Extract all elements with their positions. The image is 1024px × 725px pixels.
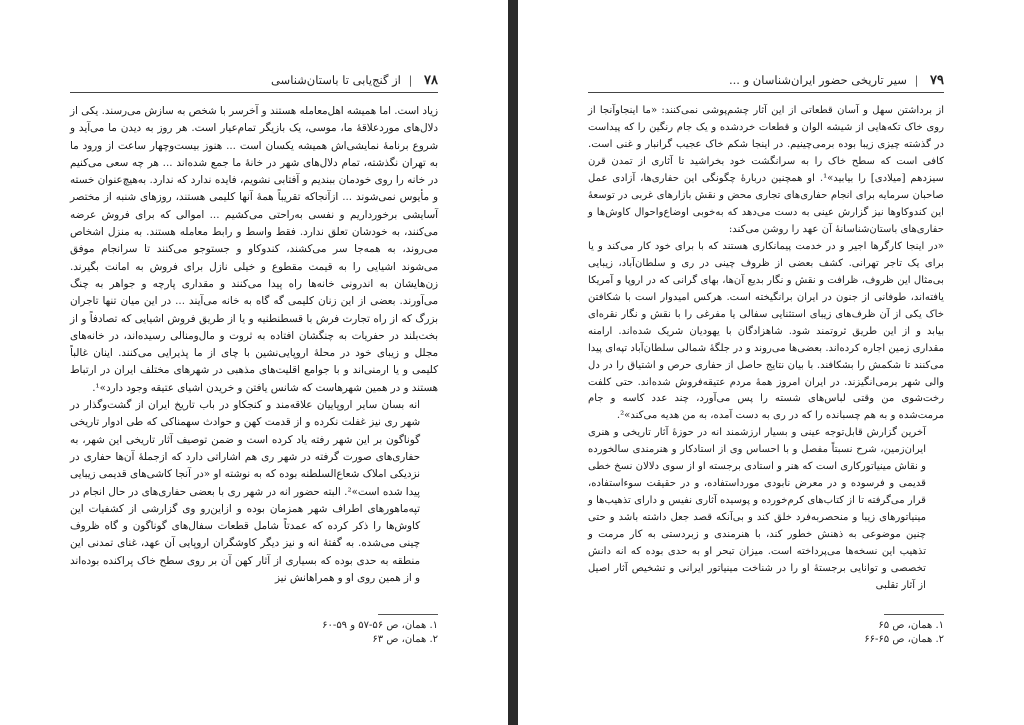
running-head-title: سیر تاریخی حضور ایران‌شناسان و ... bbox=[728, 73, 907, 87]
paragraph: از برداشتن سهل و آسان قطعاتی از این آثار چشم‌پوشی نمی‌کنند: «ما اینجاوآنجا از روی خاک تکه‌هایی از شیشه الوان و قطعات خردشده و یک جام رنگین را که پیداست در گذشته چیزی زیبا بوده برمی‌چینیم. در اینجا شکم خاک عجیب گرانبار و غنی است. کافی است که سطح خاک را به سرانگشت خود بخراشید تا آثاری از تمدن قرن سیزدهم [میلادی] را بیابید»¹. او همچنین دربارهٔ چگونگی این حفاری‌ها، آزادی عمل صاحبان سرمایه برای انجام حفاری‌های تجاری محض و نقش بازارهای غربی در توسعهٔ این کندوکاوها نیز گزارش عینی به دست می‌دهد که به‌خوبی اوضاع‌واحوال کاوش‌ها و حفاری‌های باستان‌شناسانهٔ آن عهد را روشن می‌کند: bbox=[588, 105, 945, 235]
book-gutter bbox=[508, 0, 518, 725]
running-header bbox=[588, 70, 944, 90]
paragraph: انه بسان سایر اروپاییان علاقه‌مند و کنجکاو در باب تاریخ ایران از گشت‌وگذار در شهر ری نیز غفلت نکرده و از قدمت کهن و حوادث سهمناکی که طی ادوار تاریخی گوناگون بر این شهر رفته یاد کرده است و ضمن توصیف آثار تاریخی این شهر، به حفاری‌های صورت گرفته در شهر ری هم اشاراتی دارد که ازجملهٔ آن‌ها حفاری در نزدیکی املاک شعاع‌السلطنه بوده که به نوشته او «در آنجا کاشی‌های قدیمی زیبایی پیدا شده است»². البته حضور انه در شهر ری با بعضی حفاری‌های در حال انجام در تپه‌ماهورهای اطراف شهر همزمان بوده و ازاین‌رو وی گزارشی از کشفیات این کاوش‌ها را ذکر کرده که عمدتاً شامل قطعات سفال‌های گوناگون و گاه ظروف چینی می‌شده. به گفتهٔ انه و نیز دیگر کاوشگران اروپایی آن عهد، غنای تمدنی این منطقه به حدی بوده که بسیاری از آثار کهن آن بر روی سطح خاک پراکنده بوده‌اند و از همین روی او و همراهانش نیز bbox=[70, 399, 420, 585]
running-head-title: از گنج‌یابی تا باستان‌شناسی bbox=[270, 73, 401, 87]
running-header bbox=[70, 70, 438, 90]
paragraph: زیاد است. اما همیشه اهل‌معامله هستند و آخرسر با شخص به سازش می‌رسند. یکی از دلال‌های موردعلاقهٔ ما، موسی، یک بازیگر تمام‌عیار است. هر روز به دیدن ما می‌آید و شروع برنامهٔ نمایشی‌اش همیشه یکسان است ... هنوز بیست‌وچهار ساعت از ورود ما به تهران نگذشته، تمام دلال‌های شهر در خانهٔ ما جمع شده‌اند ... هر چه سعی می‌کنیم در خانه را روی خودمان ببندیم و آفتابی نشویم، فایده ندارد که ندارد. به‌هیچ‌عنوان خسته و مأیوس نمی‌شوند ... ازآنجاکه تقریباً همهٔ آنها کلیمی هستند، روزهای شنبه از مختصر آسایشی برخورداریم و نفسی به‌راحتی می‌کشیم ... اموالی که برای فروش عرضه می‌کنند، به خودشان تعلق ندارد. فقط واسط و رابط معامله هستند. به منزل اشخاص می‌روند، به همه‌جا سر می‌کشند، کندوکاو و جستوجو می‌کنند تا سرانجام موفق می‌شوند اشیایی را به قیمت مقطوع و خیلی نازل برای فروش به امانت بگیرند. زن‌هایشان به اندرونی خانه‌ها راه پیدا می‌کنند و مقداری پارچه و جواهر به چنگ می‌آورند. بعضی از این زنان کلیمی گه گاه به خانه می‌آیند ... در این میان تنها تاجران بزرگ که از راه تجارت فرش با قسطنطنیه و یا از طریق فروش اشیایی که تصادفاً و از بخت‌بلند در حفریات به چنگشان افتاده به ثروت و مال‌ومنالی رسیده‌اند، در خانه‌های مجلل و زیبای خود در محلهٔ اروپایی‌نشین با چای از ما پذیرایی می‌کنند. اینان غالباً کلیمی و یا ارمنی‌اند و با جوامع اقلیت‌های مذهبی در شهرهای مختلف ایران در ارتباط هستند و در همین شهرهاست که شانس یافتن و خریدن اشیای عتیقه وجود دارد»¹. bbox=[70, 105, 438, 394]
body-text bbox=[70, 103, 438, 587]
page-number: ۷۸ bbox=[424, 73, 438, 88]
paragraph: آخرین گزارش قابل‌توجه عینی و بسیار ارزشمند انه در حوزهٔ آثار تاریخی و هنری ایران‌زمین، شرح نسبتاً مفصل و با احساس وی از استادکار و هنرمندی سالخورده و نقاش مینیاتورکاری است که هنر و استادی برجسته او از سوی دلالان نسخ خطی قدیمی و فرسوده و در معرض نابودی مورداستفاده، و در حقیقت سوءاستفاده، قرار می‌گرفته تا از کتاب‌های کرم‌خورده و پوسیده آثاری نفیس و دارای تذهیب‌ها و مینیاتورهای زیبا و منحصربه‌فرد خلق کند و بی‌آنکه قصد جعل داشته باشد و حتی چنین موضوعی به ذهنش خطور کند، با هنرمندی و زبردستی به کار مرمت و تذهیب این نسخه‌ها می‌پرداخته است. میزان تبحر او به حدی بوده که انه دانش تخصصی و توانایی برجستهٔ او را در شناخت مینیاتور ایرانی و تشخیص آثار اصیل از آثار تقلبی bbox=[588, 427, 926, 592]
body-text bbox=[588, 103, 944, 595]
right-page bbox=[518, 0, 1024, 725]
header-rule bbox=[588, 92, 944, 93]
footnote: ۲. همان، ص ۶۵-۶۶ bbox=[864, 634, 944, 645]
header-rule bbox=[70, 92, 438, 93]
header-separator: | bbox=[408, 73, 413, 87]
footnotes bbox=[864, 619, 944, 647]
footnotes bbox=[322, 619, 438, 647]
footnote: ۱. همان، ص ۵۶-۵۷ و ۵۹-۶۰ bbox=[322, 620, 438, 631]
footnote: ۱. همان، ص ۶۵ bbox=[878, 620, 944, 631]
footnote-rule bbox=[884, 614, 944, 615]
header-separator: | bbox=[914, 73, 919, 87]
block-quote: «در اینجا کارگرها اجیر و در خدمت پیمانکاری هستند که با برای خود کار می‌کند و یا برای یک تاجر تهرانی. کشف بعضی از ظروف چینی در ری و سلطان‌آباد، زیبایی بی‌مثال این ظروف، ظرافت و نقش و نگار بدیع آن‌ها، بهای گرانی که در اروپا و آمریکا یافته‌اند، طوفانی از جنون در ایران برانگیخته است. هرکس امیدوار است با شکافتن خاک یکی از آن ظرف‌های زیبای استثنایی سفالی یا مفرغی را با نقش و نگار نقره‌ای بیابد و از این طریق ثروتمند شود. شاهزادگان با یهودیان شریک شده‌اند. ارامنه مقداری زمین اجاره کرده‌اند. بعضی‌ها می‌روند و در جلگهٔ شمالی سلطان‌آباد تپه‌ای پیدا می‌کنند تا شکمش را بشکافند. با بیان نتایج حاصل از حفاری حرص و اشتیاق را در دل والی شهر برمی‌انگیزند. در ایران امروز همهٔ مردم عتیقه‌فروش شده‌اند. حتی کلفت رخت‌شوی من وقتی لباس‌های شسته را پس می‌آورد، چند عدد کاسه و جام مرمت‌شده و به هم چسبانده را که در ری به دست آمده، به من هدیه می‌کند»². bbox=[588, 240, 944, 422]
left-page bbox=[0, 0, 508, 725]
footnote: ۲. همان، ص ۶۳ bbox=[372, 634, 438, 645]
footnote-rule bbox=[378, 614, 438, 615]
page-number: ۷۹ bbox=[930, 73, 944, 88]
